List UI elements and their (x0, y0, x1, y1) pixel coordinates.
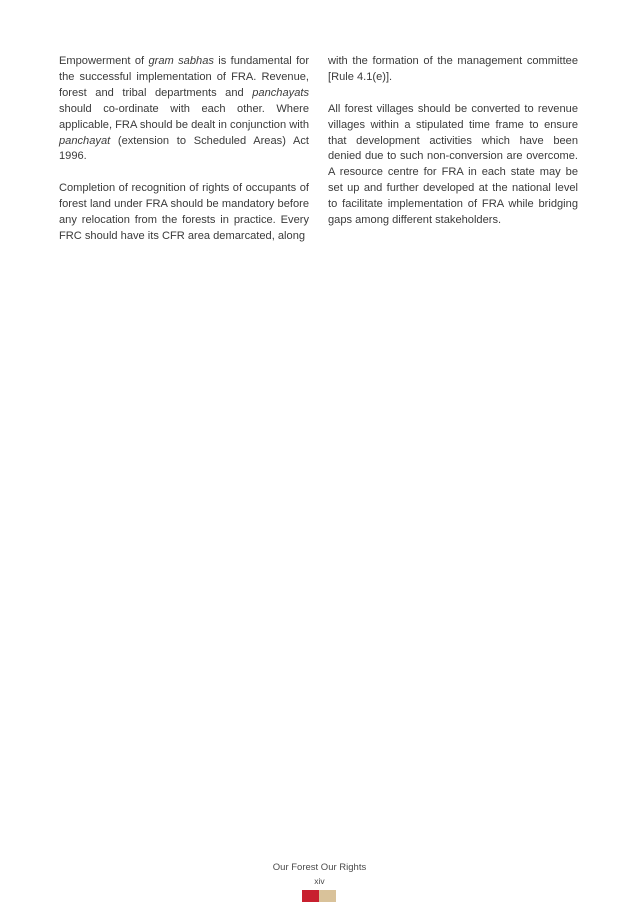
paragraph-management-committee: with the formation of the management committee [Rule 4.1(e)]. (328, 55, 578, 83)
text-run: should co-ordinate with each other. Where applicable, FRA should be dealt in conjunction with (59, 102, 309, 131)
text-run: is fundamental for the successful implementation of FRA. Revenue, forest and tribal departments and (59, 55, 310, 99)
italic-term-gram-sabhas: gram sabhas (148, 55, 214, 67)
footer-color-bar (302, 890, 336, 902)
paragraph-recognition-of-rights: Completion of recognition of rights of occupants of forest land under FRA should be mandatory before any relocation from the forests in practice. Every FRC should have its CFR area demarcated, along (59, 182, 309, 242)
italic-term-panchayat: panchayat (59, 134, 111, 147)
text-run: Empowerment of (59, 55, 149, 67)
footer-title: Our Forest Our Rights (272, 862, 367, 873)
footer-tan-block (319, 890, 336, 902)
italic-term-panchayats: panchayats (252, 86, 309, 99)
footer-red-block (302, 890, 319, 902)
page-number: xiv (314, 876, 325, 886)
left-column (59, 54, 309, 261)
right-column (328, 54, 578, 245)
paragraph-gram-sabhas (59, 54, 309, 165)
paragraph-forest-villages: All forest villages should be converted to revenue villages within a stipulated time frame to ensure that development activities which have been denied due to such non-conversion are overcome. A resource centre for FRA in each state may be set up and further developed at the national level to facilitate implementation of FRA while bridging gaps among different stakeholders. (328, 102, 578, 227)
text-run: (extension to Scheduled Areas) Act 1996. (59, 134, 309, 163)
